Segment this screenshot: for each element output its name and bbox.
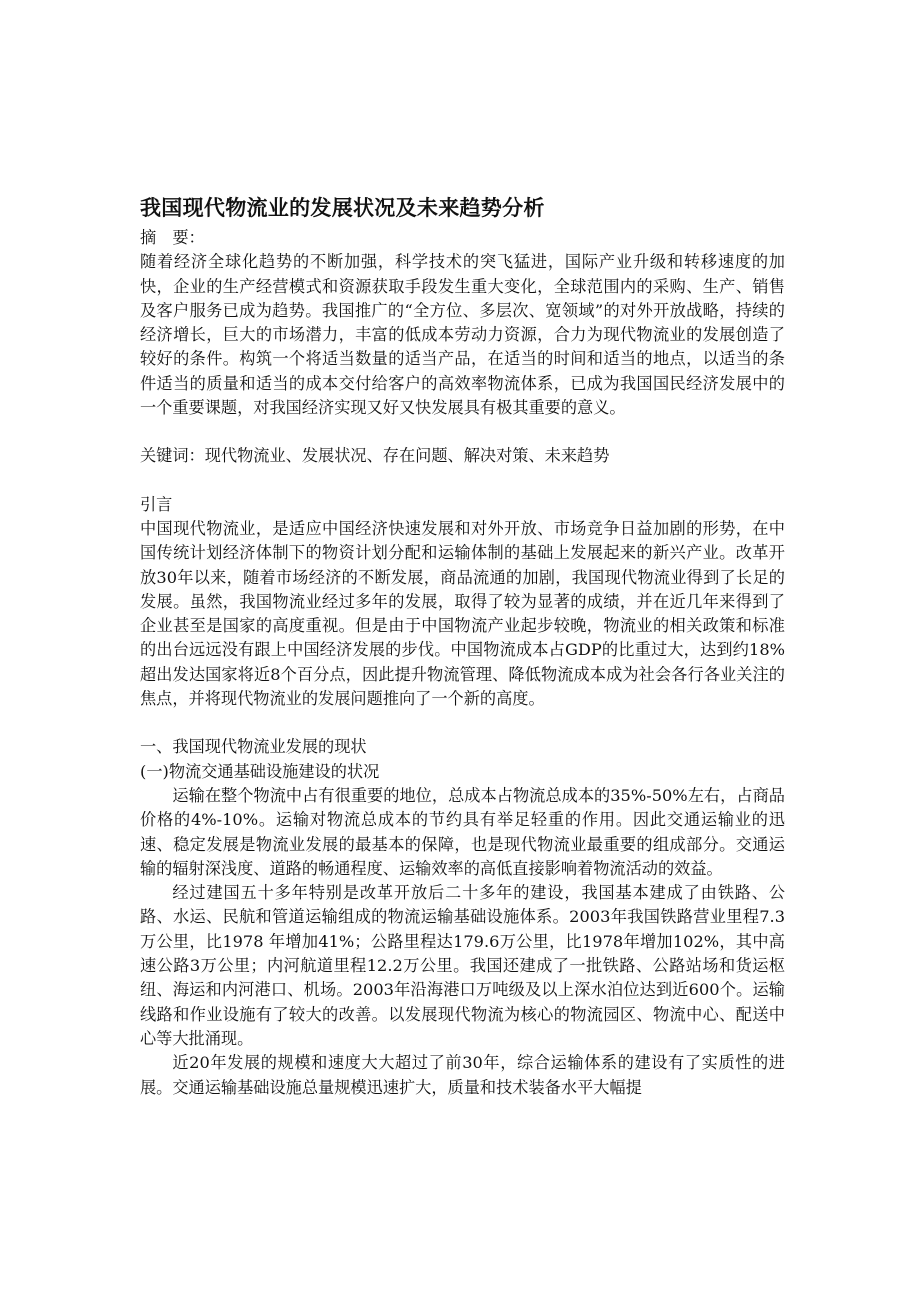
document-page — [140, 190, 785, 1100]
spacer — [140, 711, 785, 735]
spacer — [140, 469, 785, 493]
keywords-line: 关键词：现代物流业、发展状况、存在问题、解决对策、未来趋势 — [140, 446, 610, 466]
subsection-1-heading: (一)物流交通基础设施建设的状况 — [140, 761, 380, 781]
section-1-heading: 一、我国现代物流业发展的现状 — [140, 737, 367, 757]
intro-heading: 引言 — [140, 494, 173, 514]
paragraph-development: 近20年发展的规模和速度大大超过了前30年，综合运输体系的建设有了实质性的进展。交通运输基础设施总量规模迅速扩大，质量和技术装备水平大幅提 — [140, 1053, 785, 1097]
abstract-label: 摘 要： — [140, 228, 205, 247]
document-title: 我国现代物流业的发展状况及未来趋势分析 — [140, 196, 545, 220]
abstract-text: 随着经济全球化趋势的不断加强，科学技术的突飞猛进，国际产业升级和转移速度的加快，企业的生产经营模式和资源获取手段发生重大变化，全球范围内的采购、生产、销售及客户服务已成为趋势。我国推广的“全方位、多层次、宽领域”的对外开放战略，持续的经济增长，巨大的市场潜力，丰富的低成本劳动力资源，合力为现代物流业的发展创造了较好的条件。构筑一个将适当数量的适当产品，在适当的时间和适当的地点，以适当的条件适当的质量和适当的成本交付给客户的高效率物流体系，已成为我国国民经济发展中的一个重要课题，对我国经济实现又好又快发展具有极其重要的意义。 — [140, 252, 785, 418]
paragraph-transport: 运输在整个物流中占有很重要的地位，总成本占物流总成本的35%-50%左右，占商品价格的4%-10%。运输对物流总成本的节约具有举足轻重的作用。因此交通运输业的迅速、稳定发展是物流业发展的最基本的保障，也是现代物流业最重要的组成部分。交通运输的辐射深浅度、道路的畅通程度、运输效率的高低直接影响着物流活动的效益。 — [140, 785, 785, 878]
paragraph-infrastructure: 经过建国五十多年特别是改革开放后二十多年的建设，我国基本建成了由铁路、公路、水运、民航和管道运输组成的物流运输基础设施体系。2003年我国铁路营业里程7.3万公里，比1978 年增加41%；公路里程达179.6万公里，比1978年增加102%，其中高速公路3万公里；内河航道里程12.2万公里。我国还建成了一批铁路、公路站场和货运枢纽、海运和内河港口、机场。2003年沿海港口万吨级及以上深水泊位达到近600个。运输线路和作业设施有了较大的改善。以发展现代物流为核心的物流园区、物流中心、配送中心等大批涌现。 — [140, 883, 785, 1048]
intro-text: 中国现代物流业，是适应中国经济快速发展和对外开放、市场竞争日益加剧的形势，在中国传统计划经济体制下的物资计划分配和运输体制的基础上发展起来的新兴产业。改革开放30年以来，随着市场经济的不断发展，商品流通的加剧，我国现代物流业得到了长足的发展。虽然，我国物流业经过多年的发展，取得了较为显著的成绩，并在近几年来得到了企业甚至是国家的高度重视。但是由于中国物流产业起步较晚，物流业的相关政策和标准的出台远远没有跟上中国经济发展的步伐。中国物流成本占GDP的比重过大，达到约18%超出发达国家将近8个百分点，因此提升物流管理、降低物流成本成为社会各行各业关注的焦点，并将现代物流业的发展问题推向了一个新的高度。 — [140, 518, 785, 709]
spacer — [140, 420, 785, 444]
